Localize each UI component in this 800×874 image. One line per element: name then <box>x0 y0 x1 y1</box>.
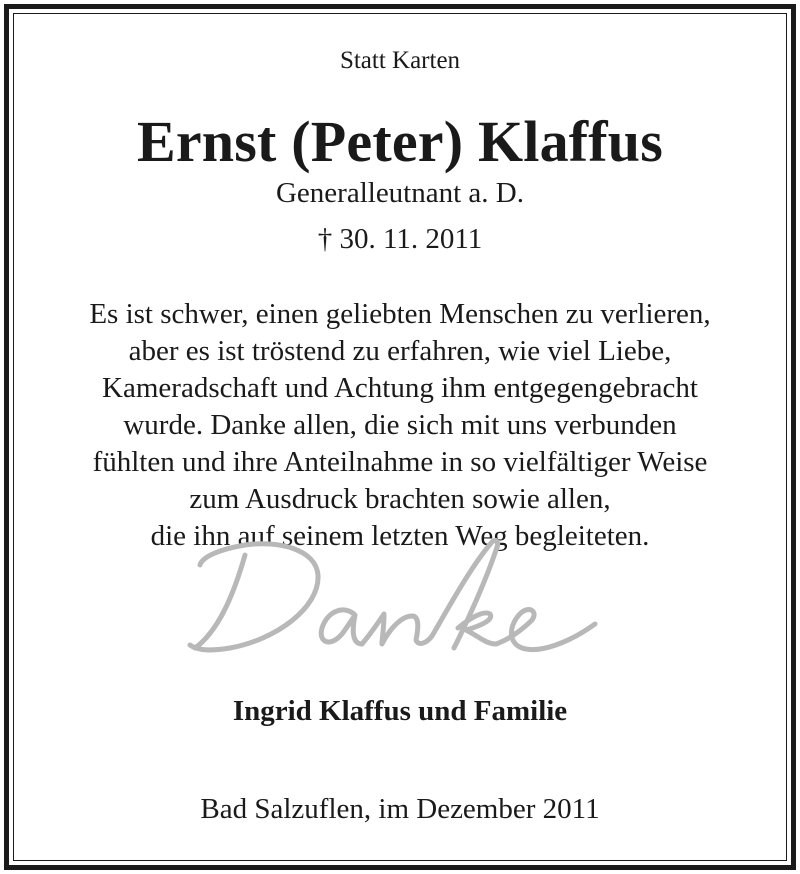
body-line: die ihn auf seinem letzten Weg begleiteten. <box>150 520 650 552</box>
signature-family: Ingrid Klaffus und Familie <box>232 695 568 727</box>
deceased-name: Ernst (Peter) Klaffus <box>136 109 664 174</box>
place-and-date: Bad Salzuflen, im Dezember 2011 <box>200 793 600 825</box>
body-line: fühlten und ihre Anteilnahme in so vielfältiger Weise <box>92 446 708 478</box>
danke-script-graphic <box>150 520 650 670</box>
body-line: wurde. Danke allen, die sich mit uns verbunden <box>123 409 677 441</box>
body-line: aber es ist tröstend zu erfahren, wie viel Liebe, <box>128 335 672 367</box>
death-date: † 30. 11. 2011 <box>317 223 483 255</box>
body-line: zum Ausdruck brachten sowie allen, <box>189 483 611 515</box>
thank-you-text <box>0 296 800 555</box>
body-line: Es ist schwer, einen geliebten Menschen zu verlieren, <box>89 298 711 330</box>
rank-title: Generalleutnant a. D. <box>275 177 524 209</box>
body-line: Kameradschaft und Achtung ihm entgegengebracht <box>102 372 698 404</box>
header-text: Statt Karten <box>339 47 461 74</box>
